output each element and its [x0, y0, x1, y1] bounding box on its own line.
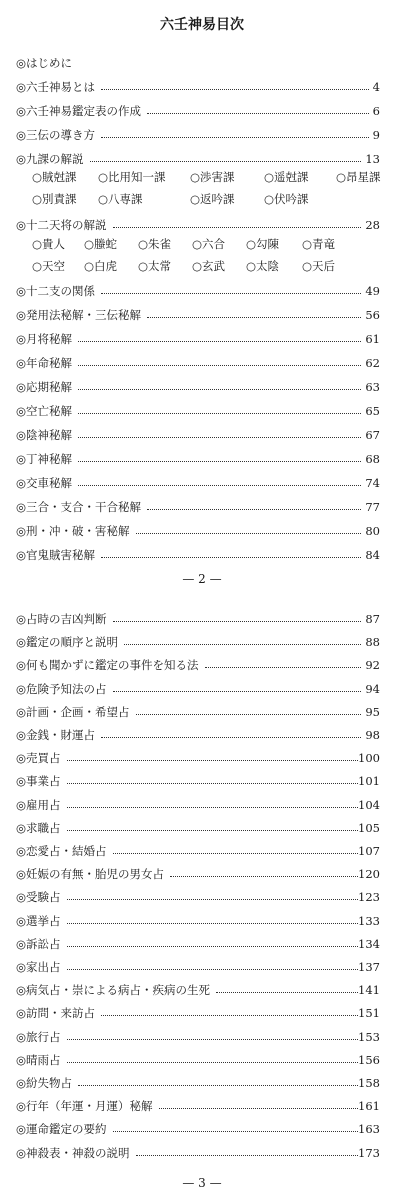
dot-leader — [136, 1155, 359, 1156]
dot-leader — [67, 1062, 359, 1063]
dot-leader — [67, 807, 359, 808]
dot-leader — [67, 783, 359, 784]
toc-subitem: ○玄武 — [192, 259, 226, 273]
toc-page-number: 156 — [358, 1053, 380, 1067]
toc-subitem: ○別責課 — [32, 192, 77, 206]
bullet-mark: ◎ — [16, 821, 27, 835]
toc-entry — [16, 1000, 380, 1020]
toc-entry — [16, 954, 380, 974]
toc-entry — [16, 494, 380, 514]
toc-entry-label: 刑・冲・破・害秘解 — [26, 524, 130, 538]
toc-entry-label: 神殺表・神殺の説明 — [26, 1146, 130, 1160]
toc-page-number: 141 — [358, 983, 380, 997]
toc-entry-label: 病気占・崇による病占・疾病の生死 — [26, 983, 211, 997]
toc-entry — [16, 122, 380, 142]
toc-page-number: 68 — [365, 452, 380, 466]
dot-leader — [67, 1039, 359, 1040]
bullet-mark: ◎ — [16, 380, 27, 394]
toc-entry — [16, 699, 380, 719]
bullet-mark: ◎ — [16, 356, 27, 370]
dot-leader — [101, 557, 361, 558]
toc-entry-label: 発用法秘解・三伝秘解 — [26, 308, 142, 322]
toc-entry-label: 金銭・財運占 — [26, 728, 96, 742]
bullet-mark: ◎ — [16, 1006, 27, 1020]
toc-entry — [16, 838, 380, 858]
toc-entry — [16, 278, 380, 298]
bullet-mark: ◎ — [16, 890, 27, 904]
bullet-mark: ◎ — [16, 983, 27, 997]
toc-entry — [16, 1140, 380, 1160]
bullet-mark: ◎ — [16, 476, 27, 490]
dot-leader — [67, 899, 359, 900]
dot-leader — [113, 1131, 359, 1132]
toc-entry — [16, 350, 380, 370]
toc-entry-label: 妊娠の有無・胎児の男女占 — [26, 867, 165, 881]
toc-entry-label: 六壬神易鑑定表の作成 — [26, 104, 142, 118]
toc-entry-label: 雇用占 — [26, 798, 61, 812]
toc-entry-label: 恋愛占・結婚占 — [26, 844, 107, 858]
toc-subitem-row — [32, 189, 384, 209]
bullet-mark: ◎ — [16, 914, 27, 928]
toc-page-number: 94 — [365, 682, 380, 696]
dot-leader — [90, 161, 362, 162]
dot-leader — [136, 533, 362, 534]
toc-entry-label: 三合・支合・干合秘解 — [26, 500, 142, 514]
toc-page-number: 101 — [358, 774, 380, 788]
toc-entry — [16, 606, 380, 626]
dot-leader — [216, 992, 358, 993]
dot-leader — [78, 341, 361, 342]
toc-subitem: ○天空 — [32, 259, 66, 273]
toc-entry — [16, 374, 380, 394]
toc-page-number: 65 — [365, 404, 380, 418]
toc-page-number: 133 — [358, 914, 380, 928]
toc-entry-label: 晴雨占 — [26, 1053, 61, 1067]
toc-entry — [16, 542, 380, 562]
toc-page-number: 49 — [365, 284, 380, 298]
bullet-mark: ◎ — [16, 500, 27, 514]
toc-entry — [16, 326, 380, 346]
toc-entry — [16, 1070, 380, 1090]
dot-leader — [113, 853, 359, 854]
toc-entry — [16, 422, 380, 442]
toc-page-number: 98 — [365, 728, 380, 742]
page-title: 六壬神易目次 — [160, 17, 244, 33]
toc-entry-label: 鑑定の順序と説明 — [26, 635, 119, 649]
toc-subitem: ○太常 — [138, 259, 172, 273]
toc-entry — [16, 1093, 380, 1113]
toc-entry — [16, 676, 380, 696]
bullet-mark: ◎ — [16, 867, 27, 881]
dot-leader — [78, 485, 361, 486]
bullet-mark: ◎ — [16, 80, 27, 94]
toc-subitem: ○渉害課 — [190, 170, 235, 184]
toc-entry — [16, 745, 380, 765]
toc-entry-label: 六壬神易とは — [26, 80, 96, 94]
dot-leader — [147, 509, 361, 510]
toc-entry — [16, 977, 380, 997]
bullet-mark: ◎ — [16, 404, 27, 418]
toc-page-number: 9 — [372, 128, 380, 142]
toc-page-number: 56 — [365, 308, 380, 322]
dot-leader — [113, 621, 362, 622]
dot-leader — [136, 714, 362, 715]
toc-subitem: ○勾陳 — [246, 237, 280, 251]
toc-subitem: ○賊尅課 — [32, 170, 77, 184]
bullet-mark: ◎ — [16, 524, 27, 538]
toc-page-number: 77 — [365, 500, 380, 514]
bullet-mark: ◎ — [16, 1099, 27, 1113]
dot-leader — [170, 876, 358, 877]
dot-leader — [101, 89, 369, 90]
toc-subitem: ○螣蛇 — [84, 237, 118, 251]
bullet-mark: ◎ — [16, 1053, 27, 1067]
bullet-mark: ◎ — [16, 635, 27, 649]
toc-page-number: 134 — [358, 937, 380, 951]
toc-page-number: 74 — [365, 476, 380, 490]
toc-page-number: 63 — [365, 380, 380, 394]
toc-page-number: 13 — [365, 152, 380, 166]
bullet-mark: ◎ — [16, 1030, 27, 1044]
toc-subitem: ○白虎 — [84, 259, 118, 273]
toc-page-number: 105 — [358, 821, 380, 835]
dot-leader — [205, 667, 362, 668]
toc-entry-label: 陰神秘解 — [26, 428, 73, 442]
toc-entry — [16, 629, 380, 649]
toc-page-number: 4 — [372, 80, 380, 94]
toc-entry — [16, 398, 380, 418]
dot-leader — [78, 1085, 358, 1086]
bullet-mark: ◎ — [16, 428, 27, 442]
dot-leader — [67, 946, 359, 947]
toc-entry-label: 丁神秘解 — [26, 452, 73, 466]
toc-entry-label: 運命鑑定の要約 — [26, 1122, 107, 1136]
toc-entry — [16, 446, 380, 466]
toc-subitem-row — [32, 256, 384, 276]
bullet-mark: ◎ — [16, 682, 27, 696]
page-number-footer: — 2 — — [182, 572, 222, 586]
toc-subitem: ○昂星課 — [336, 170, 381, 184]
toc-subitem: ○青竜 — [302, 237, 336, 251]
dot-leader — [101, 137, 369, 138]
toc-entry-label: 危険予知法の占 — [26, 682, 107, 696]
toc-page-number: 137 — [358, 960, 380, 974]
bullet-mark: ◎ — [16, 751, 27, 765]
toc-entry-label: 空亡秘解 — [26, 404, 73, 418]
toc-subitem: ○返吟課 — [190, 192, 235, 206]
bullet-mark: ◎ — [16, 844, 27, 858]
toc-page-number: 153 — [358, 1030, 380, 1044]
bullet-mark: ◎ — [16, 728, 27, 742]
dot-leader — [113, 227, 362, 228]
dot-leader — [67, 760, 359, 761]
dot-leader — [101, 1015, 358, 1016]
toc-subitem: ○八専課 — [98, 192, 143, 206]
dot-leader — [101, 737, 361, 738]
toc-entry-label: 旅行占 — [26, 1030, 61, 1044]
toc-entry-label: 何も聞かずに鑑定の事件を知る法 — [26, 658, 199, 672]
toc-entry-label: 応期秘解 — [26, 380, 73, 394]
toc-page-number: 95 — [365, 705, 380, 719]
toc-entry — [16, 212, 380, 232]
bullet-mark: ◎ — [16, 960, 27, 974]
toc-entry — [16, 518, 380, 538]
toc-entry-label: 十二天将の解説 — [26, 218, 107, 232]
toc-page-number: 120 — [358, 867, 380, 881]
dot-leader — [124, 644, 361, 645]
toc-subitem: ○伏吟課 — [264, 192, 309, 206]
bullet-mark: ◎ — [16, 937, 27, 951]
bullet-mark: ◎ — [16, 152, 27, 166]
toc-page-number: 80 — [365, 524, 380, 538]
toc-entry — [16, 98, 380, 118]
toc-entry-label: 交車秘解 — [26, 476, 73, 490]
dot-leader — [78, 437, 361, 438]
toc-entry-label: はじめに — [26, 56, 73, 70]
toc-page-number: 28 — [365, 218, 380, 232]
toc-page-number: 84 — [365, 548, 380, 562]
bullet-mark: ◎ — [16, 104, 27, 118]
toc-subitem: ○天后 — [302, 259, 336, 273]
bullet-mark: ◎ — [16, 548, 27, 562]
toc-entry — [16, 884, 380, 904]
toc-page-number: 67 — [365, 428, 380, 442]
dot-leader — [78, 389, 361, 390]
toc-page-number: 161 — [358, 1099, 380, 1113]
toc-entry-label: 年命秘解 — [26, 356, 73, 370]
toc-page-number: 100 — [358, 751, 380, 765]
bullet-mark: ◎ — [16, 452, 27, 466]
toc-entry-label: 月将秘解 — [26, 332, 73, 346]
toc-entry — [16, 768, 380, 788]
dot-leader — [78, 413, 361, 414]
bullet-mark: ◎ — [16, 1146, 27, 1160]
page-number-footer: — 3 — — [182, 1176, 222, 1190]
toc-page-number: 107 — [358, 844, 380, 858]
dot-leader — [159, 1108, 359, 1109]
toc-page-number: 92 — [365, 658, 380, 672]
toc-entry-label: 十二支の関係 — [26, 284, 96, 298]
toc-page-number: 62 — [365, 356, 380, 370]
toc-entry-label: 占時の吉凶判断 — [26, 612, 107, 626]
toc-page-number: 61 — [365, 332, 380, 346]
toc-page-number: 104 — [358, 798, 380, 812]
toc-entry-label: 紛失物占 — [26, 1076, 73, 1090]
toc-entry — [16, 931, 380, 951]
toc-entry — [16, 1047, 380, 1067]
toc-entry — [16, 1024, 380, 1044]
toc-entry — [16, 652, 380, 672]
toc-entry-label: 訪問・来訪占 — [26, 1006, 96, 1020]
toc-page-number: 6 — [372, 104, 380, 118]
dot-leader — [67, 969, 359, 970]
toc-subitem: ○遥尅課 — [264, 170, 309, 184]
toc-subitem-row — [32, 234, 384, 254]
toc-entry — [16, 74, 380, 94]
toc-entry — [16, 815, 380, 835]
toc-page-number: 173 — [358, 1146, 380, 1160]
toc-entry-label: 九課の解説 — [26, 152, 84, 166]
toc-page-number: 87 — [365, 612, 380, 626]
bullet-mark: ◎ — [16, 658, 27, 672]
toc-page-number: 158 — [358, 1076, 380, 1090]
toc-entry — [16, 1116, 380, 1136]
toc-entry-label: 訴訟占 — [26, 937, 61, 951]
toc-entry — [16, 302, 380, 322]
toc-page-number: 151 — [358, 1006, 380, 1020]
dot-leader — [78, 461, 361, 462]
toc-entry — [16, 50, 380, 70]
toc-subitem: ○朱雀 — [138, 237, 172, 251]
toc-subitem-row — [32, 167, 384, 187]
dot-leader — [113, 691, 362, 692]
toc-entry-label: 官鬼賊害秘解 — [26, 548, 96, 562]
bullet-mark: ◎ — [16, 218, 27, 232]
toc-entry-label: 選挙占 — [26, 914, 61, 928]
bullet-mark: ◎ — [16, 56, 27, 70]
toc-subitem: ○六合 — [192, 237, 226, 251]
toc-entry-label: 受験占 — [26, 890, 61, 904]
toc-entry — [16, 792, 380, 812]
bullet-mark: ◎ — [16, 128, 27, 142]
toc-entry — [16, 146, 380, 166]
toc-entry-label: 求職占 — [26, 821, 61, 835]
toc-entry — [16, 908, 380, 928]
toc-entry-label: 家出占 — [26, 960, 61, 974]
toc-entry-label: 行年（年運・月運）秘解 — [26, 1099, 153, 1113]
dot-leader — [147, 317, 361, 318]
toc-entry-label: 三伝の導き方 — [26, 128, 96, 142]
toc-page-number: 123 — [358, 890, 380, 904]
toc-page-number: 163 — [358, 1122, 380, 1136]
dot-leader — [67, 923, 359, 924]
toc-entry-label: 計画・企画・希望占 — [26, 705, 130, 719]
toc-entry — [16, 722, 380, 742]
dot-leader — [101, 293, 361, 294]
bullet-mark: ◎ — [16, 705, 27, 719]
toc-subitem: ○太陰 — [246, 259, 280, 273]
dot-leader — [67, 830, 359, 831]
toc-entry-label: 売買占 — [26, 751, 61, 765]
bullet-mark: ◎ — [16, 774, 27, 788]
bullet-mark: ◎ — [16, 798, 27, 812]
dot-leader — [147, 113, 369, 114]
bullet-mark: ◎ — [16, 308, 27, 322]
toc-entry — [16, 861, 380, 881]
toc-page-number: 88 — [365, 635, 380, 649]
dot-leader — [78, 365, 361, 366]
toc-subitem: ○貴人 — [32, 237, 66, 251]
toc-subitem: ○比用知一課 — [98, 170, 166, 184]
toc-entry — [16, 470, 380, 490]
bullet-mark: ◎ — [16, 1122, 27, 1136]
bullet-mark: ◎ — [16, 612, 27, 626]
bullet-mark: ◎ — [16, 1076, 27, 1090]
bullet-mark: ◎ — [16, 284, 27, 298]
bullet-mark: ◎ — [16, 332, 27, 346]
toc-entry-label: 事業占 — [26, 774, 61, 788]
